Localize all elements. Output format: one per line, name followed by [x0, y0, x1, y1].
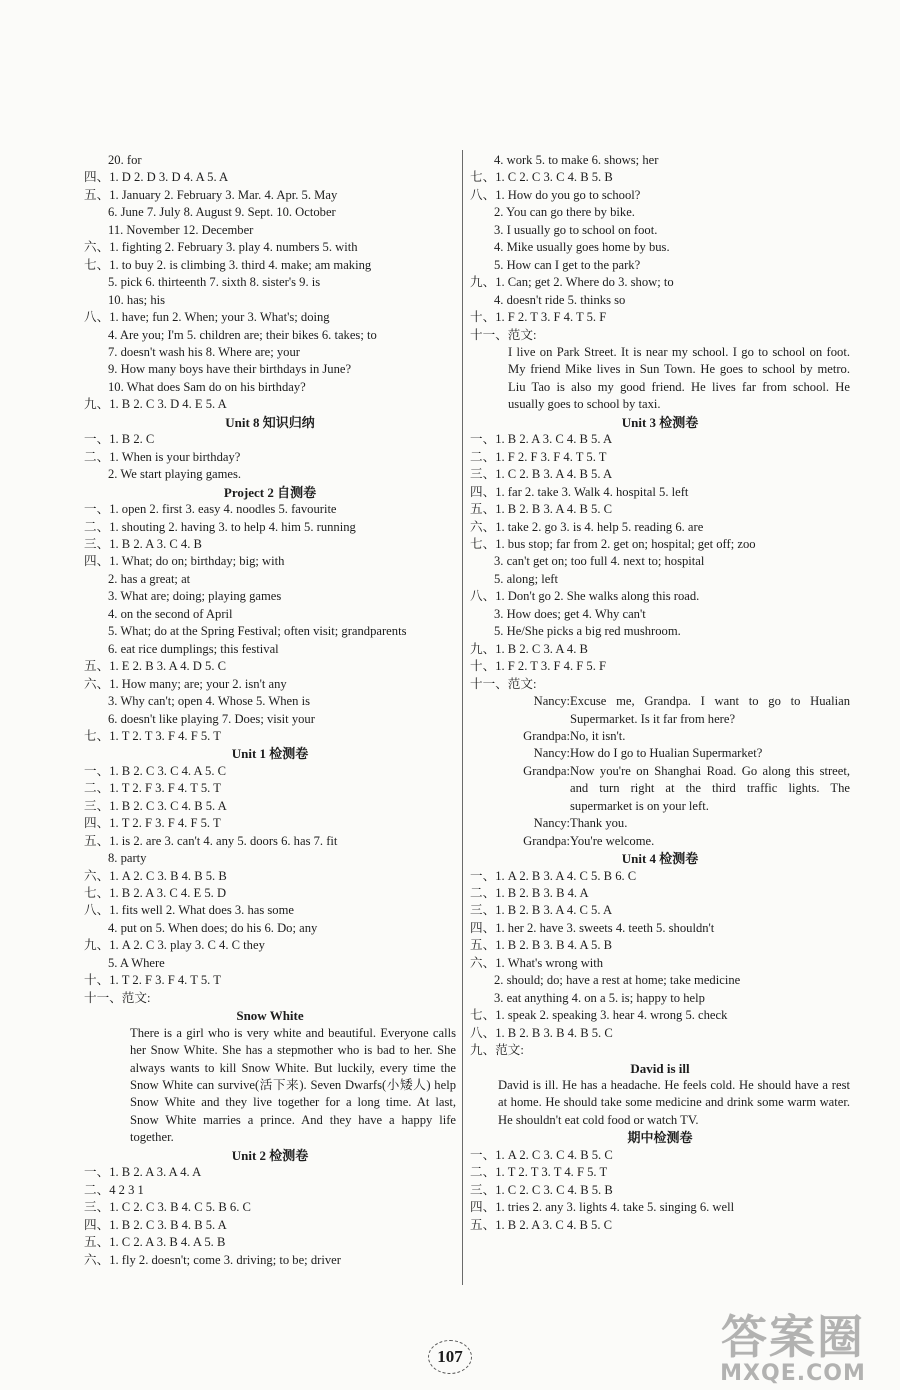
answer-line: 七、1. C 2. C 3. C 4. B 5. B	[470, 170, 613, 185]
answer-line: 八、1. B 2. B 3. B 4. B 5. C	[470, 1025, 613, 1040]
dialogue-line	[470, 763, 850, 815]
answer-line: 2. We start playing games.	[108, 467, 242, 482]
dialogue-line	[470, 815, 850, 832]
answer-line: 二、1. B 2. B 3. B 4. A	[470, 886, 589, 901]
speaker-label: Nancy:	[533, 694, 570, 709]
answer-line: 5. pick 6. thirteenth 7. sixth 8. sister's 9. is	[108, 275, 321, 290]
answer-line: 二、1. shouting 2. having 3. to help 4. him 5. running	[84, 519, 356, 534]
dialogue-line	[470, 728, 850, 745]
essay-paragraph: David is ill. He has a headache. He feels cold. He should have a rest at home. He should take some medicine and drink some warm water. He shouldn't eat cold food or watch TV.	[498, 1078, 850, 1127]
speaker-label: Nancy:	[533, 816, 570, 831]
answer-line: 5. How can I get to the park?	[494, 257, 641, 272]
answer-line: 七、1. speak 2. speaking 3. hear 4. wrong 5. check	[470, 1008, 728, 1023]
dialogue-line	[470, 693, 850, 728]
answer-line: 二、1. T 2. F 3. F 4. T 5. T	[84, 781, 221, 796]
answer-line: 10. has; his	[108, 292, 166, 307]
dialogue-text: You're welcome.	[570, 833, 655, 848]
answer-line: 4. Mike usually goes home by bus.	[494, 240, 670, 255]
answer-line: 二、4 2 3 1	[84, 1182, 144, 1197]
answer-line: 4. doesn't ride 5. thinks so	[494, 292, 626, 307]
watermark-logo	[698, 1296, 888, 1386]
answer-line: 4. work 5. to make 6. shows; her	[494, 153, 659, 167]
right-column	[470, 152, 850, 1234]
dialogue-text: Thank you.	[570, 816, 628, 831]
section-heading: Snow White	[236, 1008, 304, 1024]
answer-line: 6. eat rice dumplings; this festival	[108, 641, 279, 656]
column-divider	[462, 150, 463, 1285]
answer-line: 3. eat anything 4. on a 5. is; happy to help	[494, 990, 705, 1005]
answer-line: 六、1. take 2. go 3. is 4. help 5. reading 6. are	[470, 519, 704, 534]
answer-line: 五、1. B 2. B 3. B 4. A 5. B	[470, 938, 613, 953]
answer-line: 十、1. F 2. T 3. F 4. T 5. F	[470, 310, 607, 325]
answer-line: 五、1. January 2. February 3. Mar. 4. Apr. 5. May	[84, 187, 338, 202]
answer-line: 十、1. F 2. T 3. F 4. F 5. F	[470, 659, 607, 674]
answer-line: 10. What does Sam do on his birthday?	[108, 379, 306, 394]
answer-line: 四、1. T 2. F 3. F 4. F 5. T	[84, 816, 221, 831]
watermark-text: 答案圈	[721, 1310, 865, 1364]
dialogue-text: No, it isn't.	[570, 728, 626, 743]
answer-line: 四、1. B 2. C 3. B 4. B 5. A	[84, 1217, 227, 1232]
answer-line: 3. How does; get 4. Why can't	[494, 606, 646, 621]
answer-line: 四、1. D 2. D 3. D 4. A 5. A	[84, 170, 229, 185]
answer-line: 四、1. her 2. have 3. sweets 4. teeth 5. shouldn't	[470, 920, 715, 935]
answer-line: 五、1. C 2. A 3. B 4. A 5. B	[84, 1235, 226, 1250]
answer-line: 9. How many boys have their birthdays in June?	[108, 362, 352, 377]
answer-line: 六、1. A 2. C 3. B 4. B 5. B	[84, 868, 227, 883]
answer-line: 十、1. T 2. F 3. F 4. T 5. T	[84, 973, 221, 988]
answer-line: 八、1. Don't go 2. She walks along this road.	[470, 589, 700, 604]
answer-line: 九、1. B 2. C 3. A 4. B	[470, 641, 588, 656]
answer-line: 八、1. fits well 2. What does 3. has some	[84, 903, 294, 918]
answer-line: 四、1. tries 2. any 3. lights 4. take 5. singing 6. well	[470, 1200, 735, 1215]
section-heading: Unit 3 检测卷	[621, 414, 699, 430]
answer-line: 二、1. When is your birthday?	[84, 449, 241, 464]
answer-line: 一、1. B 2. C	[84, 432, 155, 447]
essay-paragraph: I live on Park Street. It is near my school. I go to school on foot. My friend Mike lives in Sun Town. He goes to school by metro. Liu Tao is also my good friend. He lives far from school. He usually goes to school by taxi.	[508, 344, 850, 412]
section-heading: Project 2 自测卷	[223, 484, 317, 500]
page-number	[428, 1340, 472, 1374]
answer-line: 三、1. B 2. C 3. C 4. B 5. A	[84, 798, 227, 813]
answer-line: 三、1. C 2. B 3. A 4. B 5. A	[470, 467, 613, 482]
answer-line: 八、1. How do you go to school?	[470, 187, 641, 202]
speaker-label: Grandpa:	[523, 763, 570, 778]
answer-line: 五、1. is 2. are 3. can't 4. any 5. doors 6. has 7. fit	[84, 833, 338, 848]
answer-line: 6. June 7. July 8. August 9. Sept. 10. October	[108, 205, 336, 220]
dialogue-text: How do I go to Hualian Supermarket?	[570, 746, 763, 761]
answer-line: 四、1. What; do on; birthday; big; with	[84, 554, 285, 569]
answer-line: 五、1. B 2. B 3. A 4. B 5. C	[470, 502, 613, 517]
speaker-label: Nancy:	[533, 746, 570, 761]
answer-line: 六、1. fighting 2. February 3. play 4. numbers 5. with	[84, 240, 358, 255]
answer-line: 4. on the second of April	[108, 606, 233, 621]
answer-line: 2. should; do; have a rest at home; take medicine	[494, 973, 741, 988]
answer-line: 七、1. B 2. A 3. C 4. E 5. D	[84, 886, 227, 901]
answer-line: 三、1. B 2. B 3. A 4. C 5. A	[470, 903, 613, 918]
answer-line: 一、1. B 2. A 3. C 4. B 5. A	[470, 432, 613, 447]
section-heading: Unit 8 知识归纳	[225, 414, 315, 430]
answer-line: 十一、范文:	[470, 327, 537, 342]
answer-line: 3. What are; doing; playing games	[108, 589, 282, 604]
answer-line: 5. What; do at the Spring Festival; often visit; grandparents	[108, 624, 407, 639]
answer-line: 8. party	[108, 851, 147, 866]
page-number-text: 107	[437, 1347, 463, 1366]
answer-line: 七、1. T 2. T 3. F 4. F 5. T	[84, 728, 221, 743]
answer-line: 九、范文:	[470, 1043, 524, 1058]
section-heading: Unit 2 检测卷	[231, 1147, 309, 1163]
answer-line: 三、1. C 2. C 3. C 4. B 5. B	[470, 1182, 613, 1197]
speaker-label: Grandpa:	[523, 833, 570, 848]
answer-line: 一、1. A 2. B 3. A 4. C 5. B 6. C	[470, 868, 637, 883]
answer-line: 十一、范文:	[84, 990, 151, 1005]
answer-line: 四、1. far 2. take 3. Walk 4. hospital 5. left	[470, 484, 689, 499]
answer-line: 一、1. A 2. C 3. C 4. B 5. C	[470, 1147, 613, 1162]
answer-line: 七、1. to buy 2. is climbing 3. third 4. make; am making	[84, 257, 372, 272]
answer-line: 六、1. How many; are; your 2. isn't any	[84, 676, 287, 691]
answer-line: 20. for	[108, 153, 142, 167]
answer-line: 3. can't get on; too full 4. next to; hospital	[494, 554, 705, 569]
section-heading: David is ill	[630, 1060, 690, 1076]
answer-line: 2. has a great; at	[108, 571, 191, 586]
speaker-label: Grandpa:	[523, 728, 570, 743]
watermark-url: MXQE.COM	[720, 1361, 866, 1386]
answer-line: 一、1. B 2. C 3. C 4. A 5. C	[84, 763, 227, 778]
answer-line: 3. I usually go to school on foot.	[494, 222, 658, 237]
left-column	[84, 152, 456, 1269]
answer-line: 五、1. E 2. B 3. A 4. D 5. C	[84, 659, 227, 674]
dialogue-text: Now you're on Shanghai Road. Go along this street, and turn right at the third traffic lights. The supermarket is on your left.	[570, 763, 850, 813]
section-heading: Unit 1 检测卷	[231, 746, 309, 762]
answer-line: 6. doesn't like playing 7. Does; visit your	[108, 711, 315, 726]
answer-line: 5. He/She picks a big red mushroom.	[494, 624, 681, 639]
answer-line: 5. along; left	[494, 571, 559, 586]
answer-line: 九、1. Can; get 2. Where do 3. show; to	[470, 275, 674, 290]
answer-line: 5. A Where	[108, 955, 165, 970]
answer-line: 六、1. What's wrong with	[470, 955, 604, 970]
dialogue-line	[470, 745, 850, 762]
answer-line: 三、1. C 2. C 3. B 4. C 5. B 6. C	[84, 1200, 251, 1215]
dialogue-line	[470, 833, 850, 850]
answer-line: 六、1. fly 2. doesn't; come 3. driving; to be; driver	[84, 1252, 341, 1267]
essay-paragraph: There is a girl who is very white and beautiful. Everyone calls her Snow White. She has a stepmother who is bad to her. She always wants to kill Snow White. But luckily, every time the Snow White can survive(活下来). Seven Dwarfs(小矮人) help Snow White and they live together for a long time. At last, Snow White marries a prince. And they have a happy life together.	[130, 1025, 456, 1145]
answer-line: 三、1. B 2. A 3. C 4. B	[84, 536, 202, 551]
answer-line: 一、1. B 2. A 3. A 4. A	[84, 1165, 202, 1180]
answer-line: 七、1. bus stop; far from 2. get on; hospital; get off; zoo	[470, 536, 756, 551]
section-heading: 期中检测卷	[627, 1130, 693, 1146]
answer-line: 二、1. T 2. T 3. T 4. F 5. T	[470, 1165, 608, 1180]
answer-line: 十一、范文:	[470, 676, 537, 691]
answer-line: 二、1. F 2. F 3. F 4. T 5. T	[470, 449, 607, 464]
answer-line: 九、1. B 2. C 3. D 4. E 5. A	[84, 397, 227, 412]
dialogue-text: Excuse me, Grandpa. I want to go to Hualian Supermarket. Is it far from here?	[570, 694, 850, 726]
answer-line: 4. put on 5. When does; do his 6. Do; any	[108, 920, 318, 935]
section-heading: Unit 4 检测卷	[621, 851, 699, 867]
answer-line: 11. November 12. December	[108, 222, 254, 237]
answer-line: 2. You can go there by bike.	[494, 205, 635, 220]
answer-line: 五、1. B 2. A 3. C 4. B 5. C	[470, 1217, 613, 1232]
answer-line: 3. Why can't; open 4. Whose 5. When is	[108, 694, 310, 709]
answer-line: 九、1. A 2. C 3. play 3. C 4. C they	[84, 938, 265, 953]
answer-line: 4. Are you; I'm 5. children are; their bikes 6. takes; to	[108, 327, 377, 342]
answer-line: 八、1. have; fun 2. When; your 3. What's; doing	[84, 310, 330, 325]
answer-line: 7. doesn't wash his 8. Where are; your	[108, 344, 300, 359]
answer-line: 一、1. open 2. first 3. easy 4. noodles 5. favourite	[84, 502, 337, 517]
